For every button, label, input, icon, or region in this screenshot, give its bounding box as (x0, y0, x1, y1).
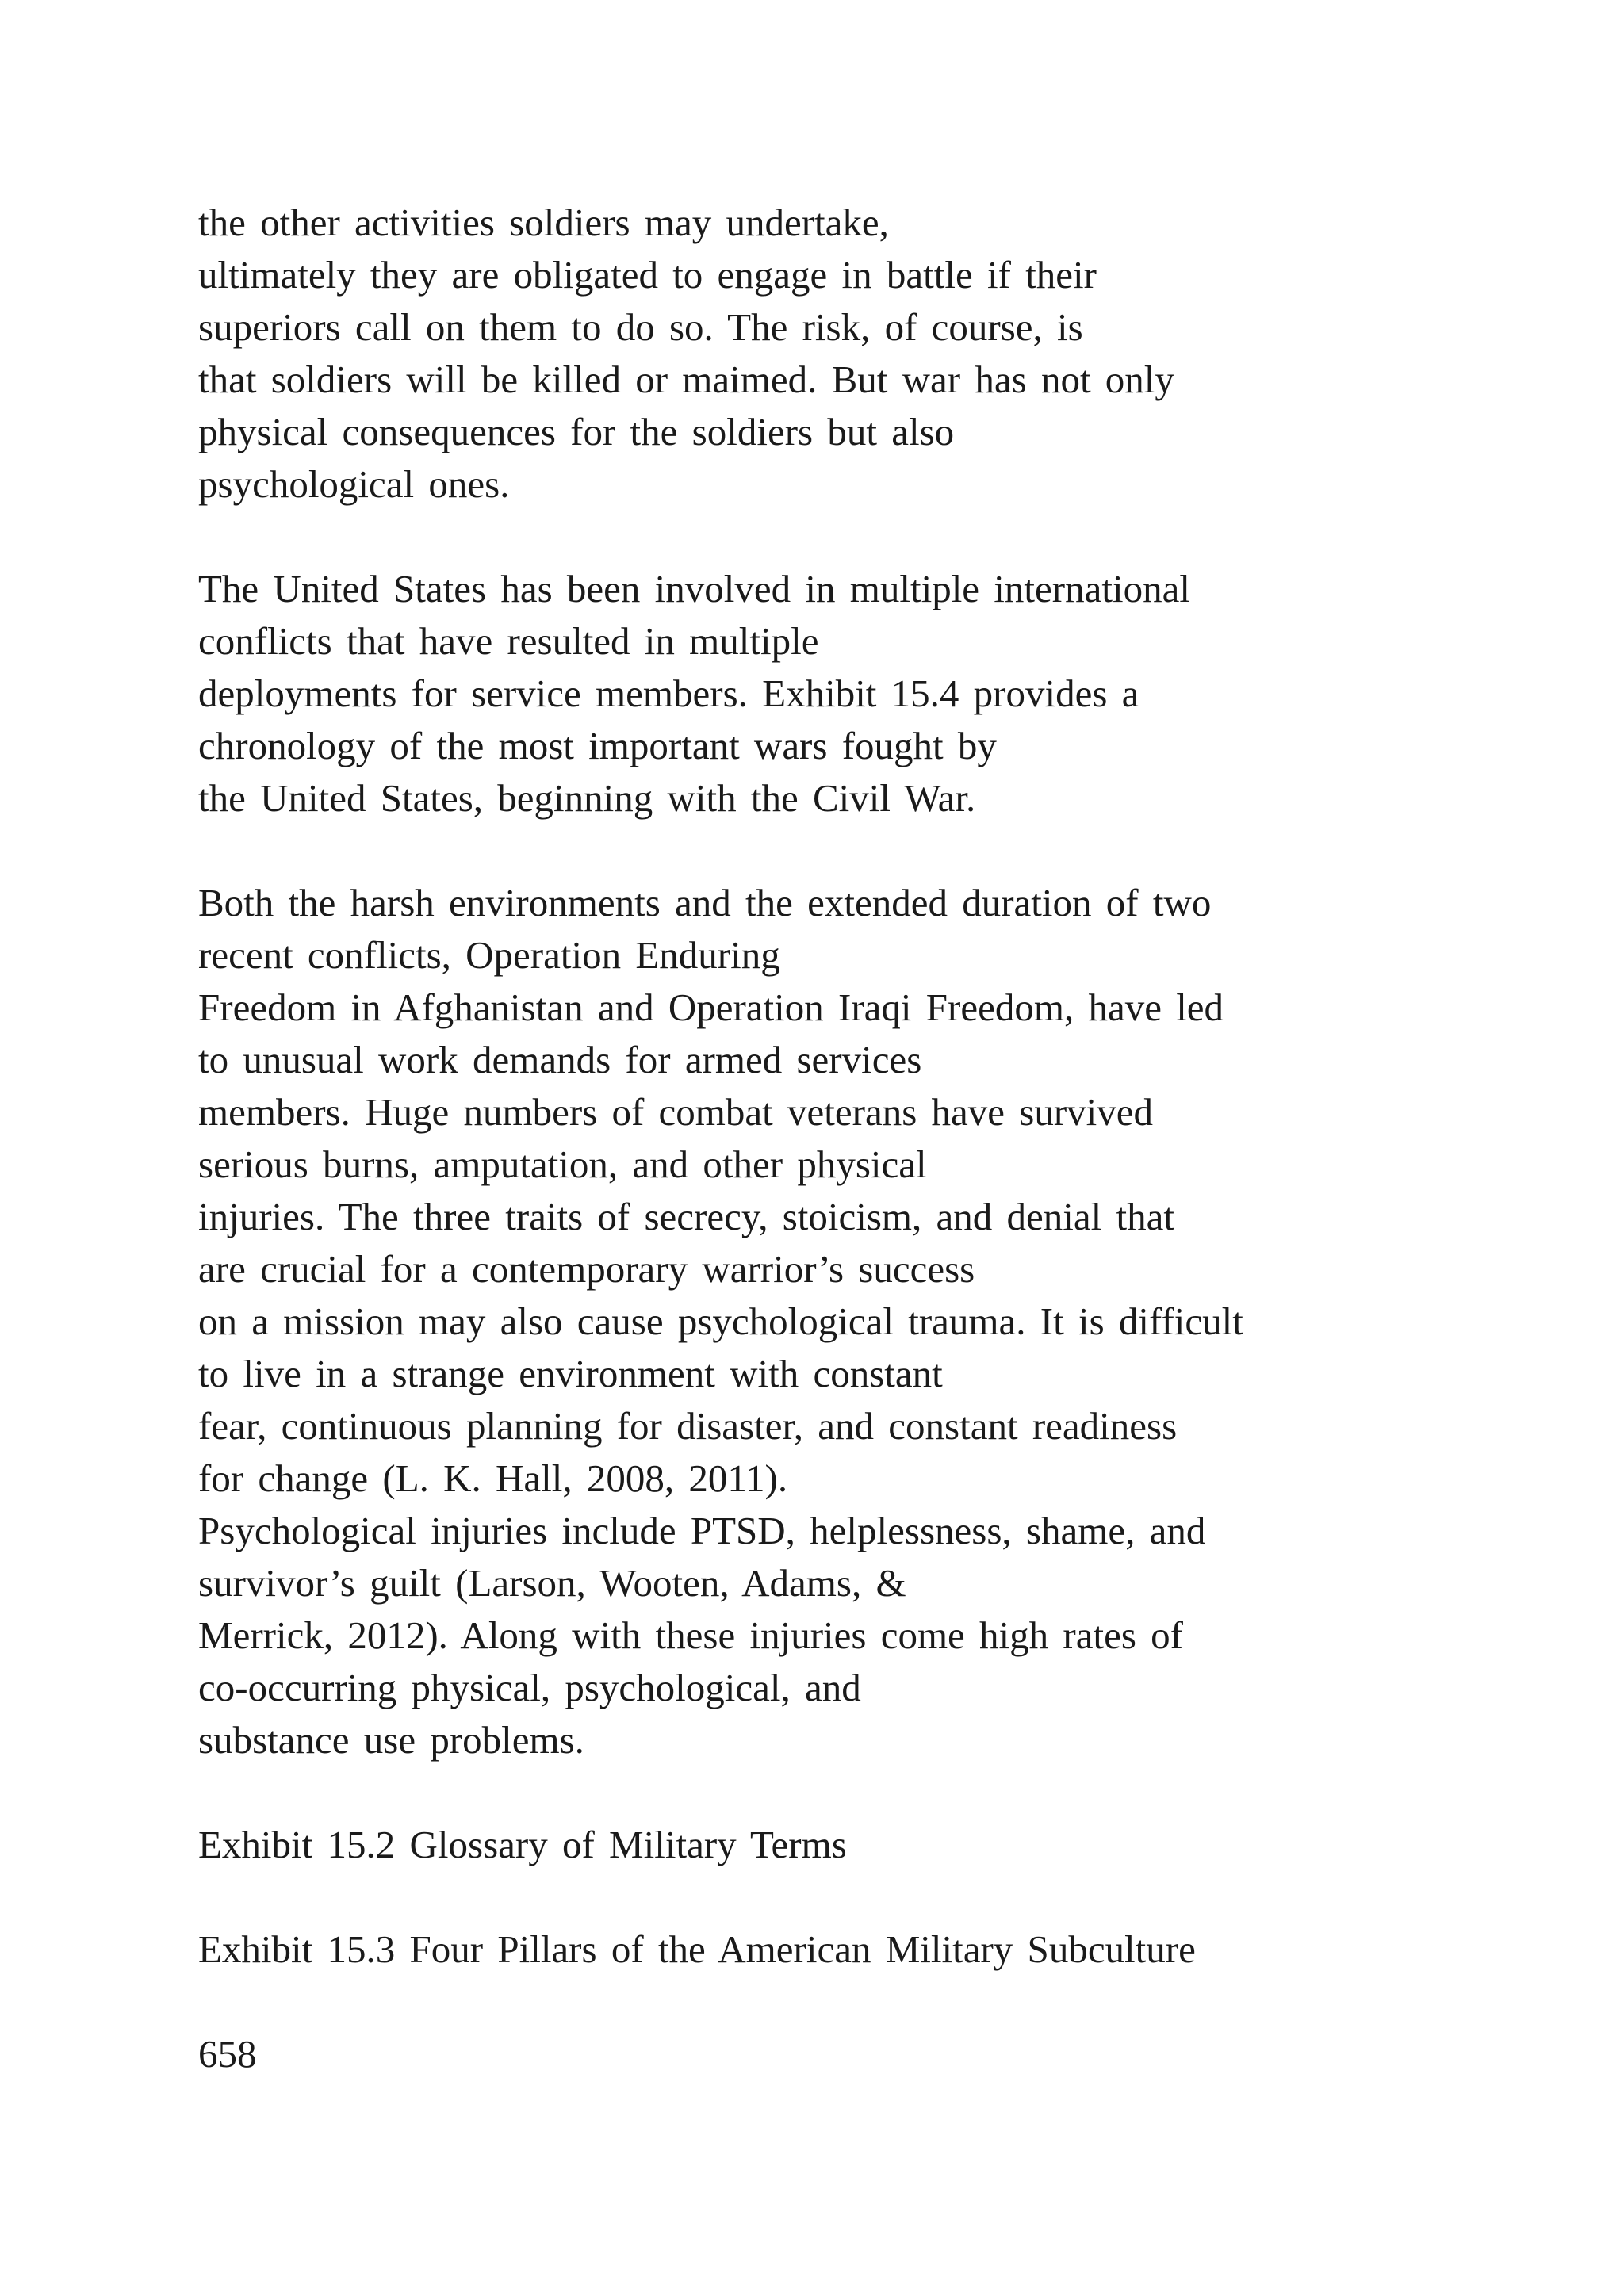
body-text (198, 197, 1546, 2080)
text-line: survivor’s guilt (Larson, Wooten, Adams, & (198, 1561, 906, 1605)
text-line: co-occurring physical, psychological, and (198, 1666, 861, 1709)
text-line: The United States has been involved in multiple international (198, 567, 1190, 610)
text-line: conflicts that have resulted in multiple (198, 619, 819, 663)
text-line: ultimately they are obligated to engage in battle if their (198, 253, 1097, 297)
text-line: for change (L. K. Hall, 2008, 2011). (198, 1456, 788, 1500)
text-line: on a mission may also cause psychological trauma. It is difficult (198, 1299, 1243, 1343)
exhibit-caption-15-3: Exhibit 15.3 Four Pillars of the American Military Subculture (198, 1927, 1196, 1971)
page-number: 658 (198, 2032, 257, 2076)
text-line: chronology of the most important wars fought by (198, 724, 997, 767)
text-line: the other activities soldiers may undertake, (198, 201, 889, 244)
text-line: deployments for service members. Exhibit 15.4 provides a (198, 672, 1139, 715)
text-line: Both the harsh environments and the extended duration of two (198, 881, 1212, 924)
paragraph-gap (198, 825, 1546, 877)
text-line: are crucial for a contemporary warrior’s success (198, 1247, 975, 1291)
text-line: that soldiers will be killed or maimed. But war has not only (198, 358, 1174, 401)
text-line: serious burns, amputation, and other physical (198, 1142, 927, 1186)
paragraph-2 (198, 563, 1546, 825)
text-line: members. Huge numbers of combat veterans have survived (198, 1090, 1154, 1134)
text-line: fear, continuous planning for disaster, and constant readiness (198, 1404, 1178, 1448)
text-line: Freedom in Afghanistan and Operation Iraqi Freedom, have led (198, 985, 1224, 1029)
text-line: substance use problems. (198, 1718, 584, 1762)
paragraph-gap (198, 1871, 1546, 1923)
text-line: the United States, beginning with the Civil War. (198, 776, 976, 820)
paragraph-gap (198, 1976, 1546, 2028)
text-line: physical consequences for the soldiers but also (198, 410, 955, 453)
exhibit-caption-15-2: Exhibit 15.2 Glossary of Military Terms (198, 1823, 847, 1866)
paragraph-3 (198, 877, 1546, 1766)
paragraph-gap (198, 1766, 1546, 1819)
text-line: to live in a strange environment with constant (198, 1352, 943, 1395)
text-line: psychological ones. (198, 462, 510, 506)
text-line: superiors call on them to do so. The risk, of course, is (198, 305, 1083, 349)
paragraph-gap (198, 511, 1546, 563)
paragraph-1 (198, 197, 1546, 511)
text-line: recent conflicts, Operation Enduring (198, 933, 780, 977)
text-line: Psychological injuries include PTSD, helplessness, shame, and (198, 1509, 1206, 1552)
text-line: injuries. The three traits of secrecy, stoicism, and denial that (198, 1195, 1174, 1238)
text-line: to unusual work demands for armed services (198, 1038, 922, 1081)
text-line: Merrick, 2012). Along with these injuries come high rates of (198, 1613, 1183, 1657)
